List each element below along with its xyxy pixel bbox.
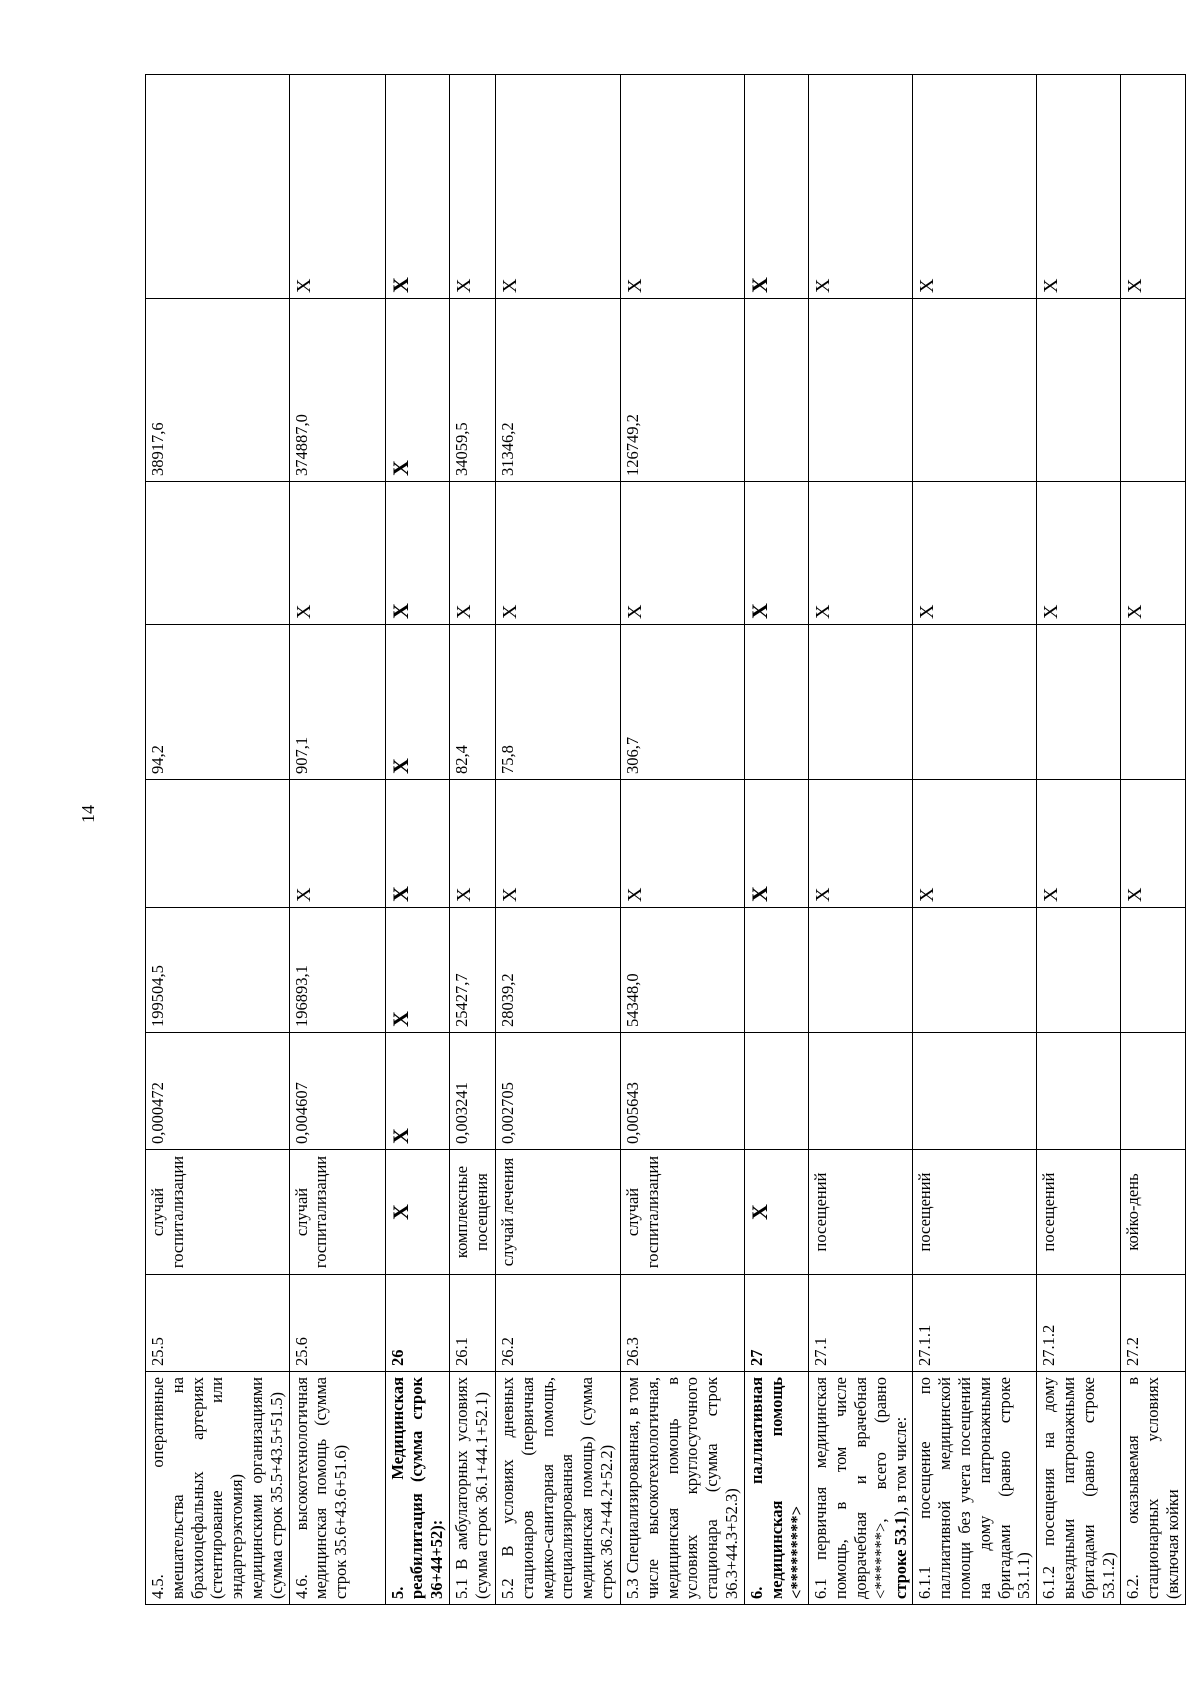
row-col9 — [809, 299, 913, 482]
row-col7: 82,4 — [449, 625, 495, 780]
row-col9: Х — [385, 299, 449, 482]
row-label-bold: строке 53.1 — [890, 1516, 910, 1599]
row-col8: Х — [913, 482, 1037, 625]
row-col7 — [1121, 625, 1185, 780]
row-col6 — [146, 780, 290, 908]
row-col7: Х — [385, 625, 449, 780]
row-label — [809, 1372, 913, 1605]
row-col8 — [146, 482, 290, 625]
row-label: 5.3 Специализированная, в том числе высокотехнологичная, медицинская помощь в условиях круглосуточного стационара (сумма строк 36.3+44.3+52.3) — [620, 1372, 744, 1605]
row-col6: Х — [495, 780, 620, 908]
row-label: 4.6. высокотехнологичная медицинская помощь (сумма строк 35.6+43.6+51.6) — [289, 1372, 385, 1605]
row-col8: Х — [385, 482, 449, 625]
budget-table — [145, 74, 1186, 1605]
row-col8: Х — [1121, 482, 1185, 625]
row-col7 — [1037, 625, 1121, 780]
row-cost: 199504,5 — [146, 908, 290, 1033]
row-col7: 306,7 — [620, 625, 744, 780]
row-label: 5.2 В условиях дневных стационаров (первичная медико-санитарная помощь, специализированная медицинская помощь) (сумма строк 36.2+44.2+52.2) — [495, 1372, 620, 1605]
row-label: 4.5. оперативные вмешательства на брахиоцефальных артериях (стентирование или эндартерэктомия) медицинскими организациями (сумма строк 35.5+43.5+51.5) — [146, 1372, 290, 1605]
row-cost: 28039,2 — [495, 908, 620, 1033]
row-cost — [1121, 908, 1185, 1033]
row-unit: посещений — [809, 1150, 913, 1275]
row-col6: Х — [1037, 780, 1121, 908]
row-label: 5. Медицинская реабилитация (сумма строк 36+44+52): — [385, 1372, 449, 1605]
row-cost: Х — [385, 908, 449, 1033]
row-volume: Х — [385, 1033, 449, 1150]
row-col9: 374887,0 — [289, 299, 385, 482]
row-col6: Х — [744, 780, 808, 908]
row-volume: 0,005643 — [620, 1033, 744, 1150]
row-label: 6.1.1 посещение по паллиативной медицинской помощи без учета посещений на дому патронажными бригадами (равно строке 53.1.1) — [913, 1372, 1037, 1605]
row-col6: Х — [913, 780, 1037, 908]
row-col10: Х — [913, 75, 1037, 299]
row-col6: Х — [385, 780, 449, 908]
table-row — [1121, 75, 1185, 1605]
row-col9 — [1121, 299, 1185, 482]
row-volume — [809, 1033, 913, 1150]
row-col6: Х — [289, 780, 385, 908]
table-row — [1037, 75, 1121, 1605]
row-unit: посещений — [913, 1150, 1037, 1275]
row-col7 — [913, 625, 1037, 780]
table-row — [495, 75, 620, 1605]
row-col7 — [809, 625, 913, 780]
row-col9 — [744, 299, 808, 482]
row-unit: комплексные посещения — [449, 1150, 495, 1275]
row-line-number: 26.3 — [620, 1275, 744, 1372]
row-col6: Х — [809, 780, 913, 908]
row-col7: 907,1 — [289, 625, 385, 780]
row-col10: Х — [744, 75, 808, 299]
row-col9: 34059,5 — [449, 299, 495, 482]
row-col8: Х — [809, 482, 913, 625]
row-cost — [913, 908, 1037, 1033]
row-volume — [1037, 1033, 1121, 1150]
row-line-number: 27.1.2 — [1037, 1275, 1121, 1372]
row-col9: 38917,6 — [146, 299, 290, 482]
row-line-number: 26.1 — [449, 1275, 495, 1372]
row-col10: Х — [1037, 75, 1121, 299]
row-unit: случай госпитализации — [620, 1150, 744, 1275]
row-col9 — [1037, 299, 1121, 482]
row-volume — [913, 1033, 1037, 1150]
row-col10: Х — [495, 75, 620, 299]
row-cost — [1037, 908, 1121, 1033]
page-number: 14 — [78, 805, 98, 823]
row-volume: 0,002705 — [495, 1033, 620, 1150]
row-unit: случай лечения — [495, 1150, 620, 1275]
row-unit: Х — [744, 1150, 808, 1275]
table-row — [385, 75, 449, 1605]
row-unit: случай госпитализации — [289, 1150, 385, 1275]
row-line-number: 27 — [744, 1275, 808, 1372]
row-label: 6. паллиативная медицинская помощь <*********> — [744, 1372, 808, 1605]
row-line-number: 27.1 — [809, 1275, 913, 1372]
row-line-number: 25.6 — [289, 1275, 385, 1372]
budget-table-sheet — [145, 75, 1182, 1605]
table-row — [913, 75, 1037, 1605]
row-col8: Х — [744, 482, 808, 625]
table-row — [620, 75, 744, 1605]
row-col8: Х — [289, 482, 385, 625]
row-line-number: 26.2 — [495, 1275, 620, 1372]
row-unit: случай госпитализации — [146, 1150, 290, 1275]
row-col9 — [913, 299, 1037, 482]
row-unit: Х — [385, 1150, 449, 1275]
table-row — [146, 75, 290, 1605]
table-row — [289, 75, 385, 1605]
row-line-number: 27.1.1 — [913, 1275, 1037, 1372]
row-cost — [744, 908, 808, 1033]
row-col10 — [146, 75, 290, 299]
row-label: 6.1.2 посещения на дому выездными патронажными бригадами (равно строке 53.1.2) — [1037, 1372, 1121, 1605]
row-col10: Х — [385, 75, 449, 299]
row-col8: Х — [1037, 482, 1121, 625]
row-col6: Х — [449, 780, 495, 908]
row-cost: 196893,1 — [289, 908, 385, 1033]
row-col10: Х — [289, 75, 385, 299]
row-col10: Х — [809, 75, 913, 299]
row-unit: посещений — [1037, 1150, 1121, 1275]
row-label: 5.1 В амбулаторных условиях (сумма строк 36.1+44.1+52.1) — [449, 1372, 495, 1605]
row-cost — [809, 908, 913, 1033]
row-col7 — [744, 625, 808, 780]
row-col8: Х — [495, 482, 620, 625]
row-cost: 54348,0 — [620, 908, 744, 1033]
row-label-text: 6.1 первичная медицинская помощь, в том числе доврачебная и врачебная <*******>, всего (равно — [811, 1377, 890, 1599]
row-label-tail: ), в том числе: — [890, 1416, 910, 1517]
table-row — [744, 75, 808, 1605]
row-col10: Х — [620, 75, 744, 299]
row-volume — [1121, 1033, 1185, 1150]
row-col6: Х — [1121, 780, 1185, 908]
row-line-number: 26 — [385, 1275, 449, 1372]
row-cost: 25427,7 — [449, 908, 495, 1033]
row-volume: 0,003241 — [449, 1033, 495, 1150]
row-col9: 31346,2 — [495, 299, 620, 482]
row-col10: Х — [449, 75, 495, 299]
row-col7: 94,2 — [146, 625, 290, 780]
table-row — [449, 75, 495, 1605]
row-volume: 0,004607 — [289, 1033, 385, 1150]
row-col7: 75,8 — [495, 625, 620, 780]
row-line-number: 25.5 — [146, 1275, 290, 1372]
row-label: 6.2. оказываемая в стационарных условиях (включая койки — [1121, 1372, 1185, 1605]
row-unit: койко-день — [1121, 1150, 1185, 1275]
row-col8: Х — [449, 482, 495, 625]
table-row — [809, 75, 913, 1605]
row-col8: Х — [620, 482, 744, 625]
row-line-number: 27.2 — [1121, 1275, 1185, 1372]
row-volume — [744, 1033, 808, 1150]
row-col10: Х — [1121, 75, 1185, 299]
row-col6: Х — [620, 780, 744, 908]
row-col9: 126749,2 — [620, 299, 744, 482]
row-volume: 0,000472 — [146, 1033, 290, 1150]
